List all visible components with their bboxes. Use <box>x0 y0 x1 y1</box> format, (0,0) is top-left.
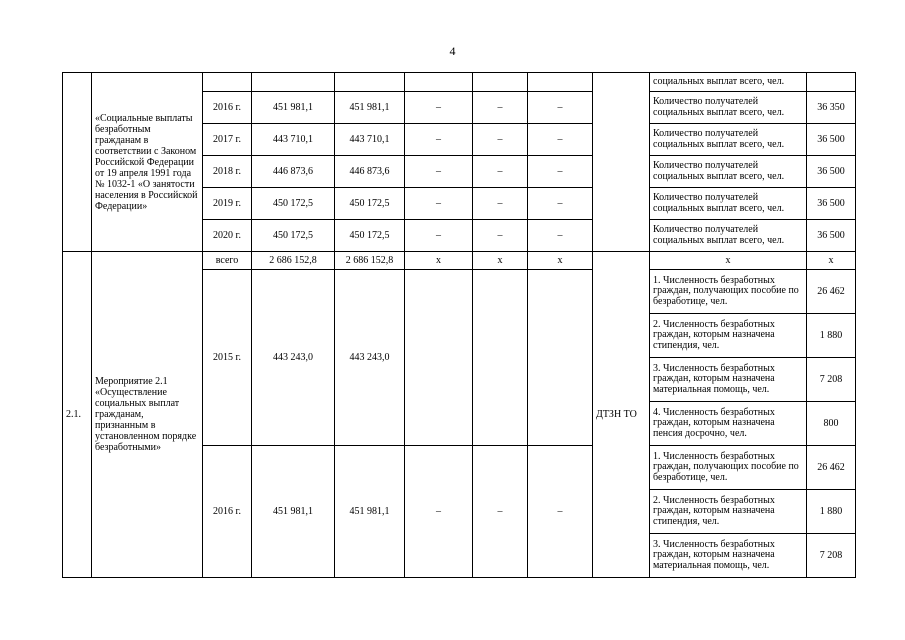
dash-cell: – <box>405 220 473 252</box>
indicator-cell: Количество получателей социальных выплат всего, чел. <box>650 188 807 220</box>
amount-cell: 2 686 152,8 <box>252 252 335 270</box>
cross-cell: х <box>528 252 593 270</box>
year-cell: 2016 г. <box>203 446 252 578</box>
year-cell: 2020 г. <box>203 220 252 252</box>
amount-cell: 446 873,6 <box>335 156 405 188</box>
indicator-value-cell: 800 <box>807 402 856 446</box>
year-cell: 2015 г. <box>203 270 252 446</box>
dash-cell: – <box>528 124 593 156</box>
amount-cell: 450 172,5 <box>252 220 335 252</box>
indicator-value-cell: 36 500 <box>807 156 856 188</box>
indicator-cell: 4. Численность безработных граждан, которым назначена пенсия досрочно, чел. <box>650 402 807 446</box>
dash-cell: – <box>473 92 528 124</box>
year-cell: 2018 г. <box>203 156 252 188</box>
indicator-value-cell: 1 880 <box>807 490 856 534</box>
indicator-cell: Количество получателей социальных выплат всего, чел. <box>650 124 807 156</box>
amount-cell: 446 873,6 <box>252 156 335 188</box>
executor-cell: ДТЗН ТО <box>593 252 650 578</box>
amount-cell: 2 686 152,8 <box>335 252 405 270</box>
dash-cell: – <box>405 446 473 578</box>
dash-cell: – <box>528 188 593 220</box>
indicator-cell: Количество получателей социальных выплат всего, чел. <box>650 156 807 188</box>
empty-cell <box>473 270 528 446</box>
empty-cell <box>528 270 593 446</box>
indicator-value-cell: 1 880 <box>807 314 856 358</box>
indicator-cell: х <box>650 252 807 270</box>
year-cell: 2019 г. <box>203 188 252 220</box>
year-cell: 2016 г. <box>203 92 252 124</box>
executor-cell <box>593 73 650 252</box>
dash-cell: – <box>528 446 593 578</box>
indicator-cell: Количество получателей социальных выплат всего, чел. <box>650 92 807 124</box>
indicator-cell: 2. Численность безработных граждан, которым назначена стипендия, чел. <box>650 490 807 534</box>
amount-cell: 443 243,0 <box>252 270 335 446</box>
dash-cell: – <box>528 156 593 188</box>
row-number-cell <box>63 73 92 252</box>
indicator-cell: Количество получателей социальных выплат всего, чел. <box>650 220 807 252</box>
indicator-cell: 1. Численность безработных граждан, получающих пособие по безработице, чел. <box>650 270 807 314</box>
indicator-cell: социальных выплат всего, чел. <box>650 73 807 92</box>
cross-cell: х <box>473 252 528 270</box>
dash-cell: – <box>473 156 528 188</box>
indicator-value-cell: 7 208 <box>807 358 856 402</box>
indicator-value-cell: 36 500 <box>807 124 856 156</box>
dash-cell: – <box>528 92 593 124</box>
dash-cell: – <box>405 188 473 220</box>
amount-cell: 451 981,1 <box>335 92 405 124</box>
indicator-cell: 1. Численность безработных граждан, получающих пособие по безработице, чел. <box>650 446 807 490</box>
amount-cell: 443 710,1 <box>252 124 335 156</box>
indicator-value-cell: х <box>807 252 856 270</box>
cross-cell: х <box>405 252 473 270</box>
amount-cell: 450 172,5 <box>335 220 405 252</box>
table-row <box>63 252 856 270</box>
program-table <box>62 72 856 578</box>
indicator-cell: 3. Численность безработных граждан, которым назначена материальная помощь, чел. <box>650 358 807 402</box>
indicator-value-cell: 26 462 <box>807 446 856 490</box>
year-cell: 2017 г. <box>203 124 252 156</box>
dash-cell: – <box>405 156 473 188</box>
amount-cell: 443 710,1 <box>335 124 405 156</box>
row-number-cell: 2.1. <box>63 252 92 578</box>
dash-cell: – <box>528 220 593 252</box>
table-row <box>63 73 856 92</box>
amount-cell: 451 981,1 <box>252 92 335 124</box>
amount-cell: 443 243,0 <box>335 270 405 446</box>
dash-cell: – <box>473 188 528 220</box>
indicator-value-cell: 36 500 <box>807 220 856 252</box>
year-cell: всего <box>203 252 252 270</box>
dash-cell: – <box>473 124 528 156</box>
amount-cell: 450 172,5 <box>335 188 405 220</box>
dash-cell: – <box>473 446 528 578</box>
dash-cell: – <box>473 220 528 252</box>
page-number: 4 <box>449 44 456 58</box>
indicator-value-cell: 26 462 <box>807 270 856 314</box>
dash-cell: – <box>405 92 473 124</box>
amount-cell: 451 981,1 <box>335 446 405 578</box>
empty-cell <box>405 270 473 446</box>
amount-cell: 451 981,1 <box>252 446 335 578</box>
indicator-cell: 2. Численность безработных граждан, которым назначена стипендия, чел. <box>650 314 807 358</box>
measure-name-cell: Мероприятие 2.1 «Осуществление социальных выплат гражданам, признанным в установленном порядке безработными» <box>92 252 203 578</box>
dash-cell: – <box>405 124 473 156</box>
indicator-cell: 3. Численность безработных граждан, которым назначена материальная помощь, чел. <box>650 534 807 578</box>
indicator-value-cell: 36 500 <box>807 188 856 220</box>
indicator-value-cell: 7 208 <box>807 534 856 578</box>
amount-cell: 450 172,5 <box>252 188 335 220</box>
measure-name-cell: «Социальные выплаты безработным гражданам в соответствии с Законом Российской Федерации от 19 апреля 1991 года № 1032-1 «О занятости населения в Российской Федерации» <box>92 73 203 252</box>
indicator-value-cell: 36 350 <box>807 92 856 124</box>
